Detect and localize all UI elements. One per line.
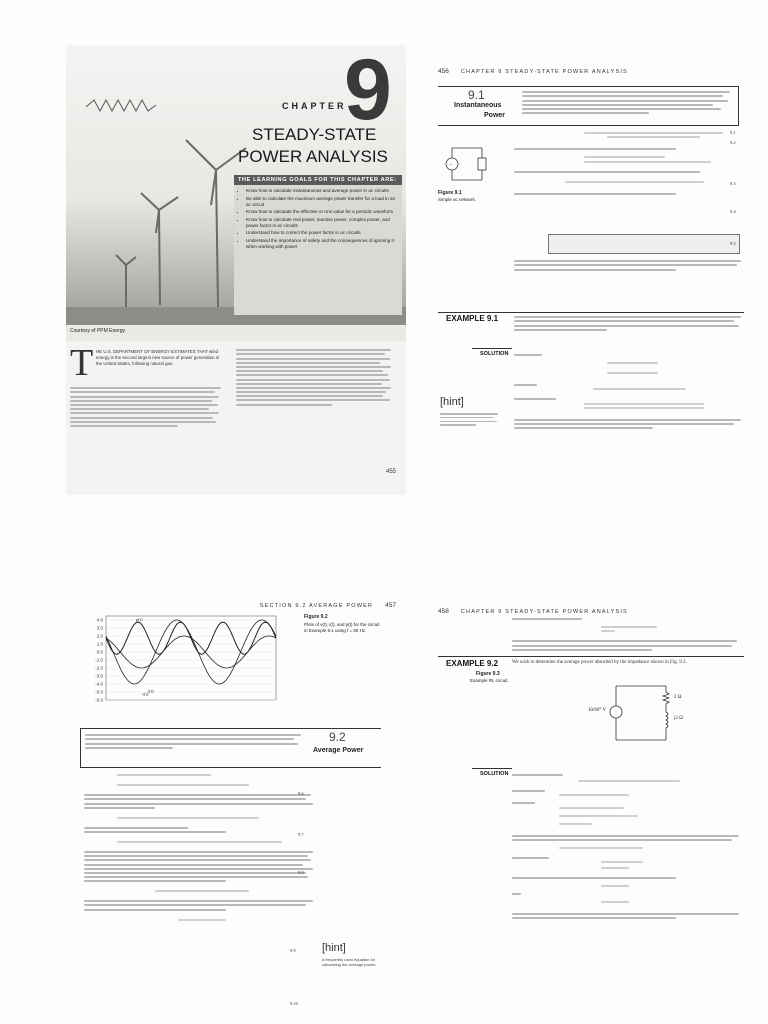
section-number: 9.2 — [329, 730, 346, 744]
page-455 — [66, 45, 406, 495]
section-intro-text — [522, 89, 734, 116]
equation-number: 9.9 — [290, 948, 296, 953]
running-head-page: 457 — [385, 602, 396, 609]
example-rule — [438, 312, 744, 313]
learning-goals-box — [234, 175, 402, 315]
circuit-figure-9-1 — [438, 140, 498, 190]
y-tick-label: 3.0 — [96, 625, 103, 631]
solution-text — [514, 352, 746, 431]
hint-text — [440, 411, 500, 428]
figure-caption: Example RL circuit. — [470, 678, 509, 683]
running-head-text: CHAPTER 9 STEADY-STATE POWER ANALYSIS — [460, 609, 628, 615]
solution-label: SOLUTION — [480, 771, 509, 777]
series-label: p(t) — [136, 616, 143, 622]
running-head-page: 458 — [438, 608, 449, 615]
example-label: EXAMPLE 9.1 — [446, 314, 499, 323]
intro-text-col-2 — [236, 347, 396, 408]
y-tick-label: -2.0 — [95, 665, 103, 671]
resistor-label: 2 Ω — [674, 695, 682, 700]
equation-number: 9.7 — [298, 832, 304, 837]
equation-number: 9.4 — [730, 209, 736, 214]
photo-credit: Courtesy of PPM Energy — [70, 328, 126, 334]
figure-caption: Plots of v(t), i(t), and p(t) for the circuit in Example 9.1 using f = 60 Hz. — [304, 622, 380, 633]
equation-number: 9.10 — [290, 1001, 298, 1006]
drop-cap: T — [70, 342, 94, 384]
learning-goal: • Know how to calculate the effective or rms value for a periodic waveform — [246, 209, 398, 215]
y-tick-label: 4.0 — [96, 617, 103, 623]
circuit-figure-9-3 — [588, 674, 688, 754]
page-457 — [66, 592, 406, 1012]
example-label: EXAMPLE 9.2 — [446, 659, 499, 668]
learning-goal: • Understand the importance of safety and the consequences of ignoring it when working with power — [246, 238, 398, 250]
body-text-block — [514, 130, 746, 197]
running-head — [438, 60, 628, 78]
intro-lead: HE U.S. DEPARTMENT OF ENERGY ESTIMATES THAT wind energy is the second largest new source of power generation in the United States, following natural gas. — [96, 349, 220, 366]
y-tick-label: 1.0 — [96, 641, 103, 647]
svg-text:~: ~ — [449, 163, 453, 168]
page-456 — [428, 56, 758, 496]
hint-label: [hint] — [322, 942, 346, 954]
chapter-label: CHAPTER — [282, 101, 347, 111]
figure-label: Figure 9.3 — [476, 671, 500, 677]
solution-rule — [472, 348, 512, 349]
section-9-1-box — [438, 86, 739, 126]
equation-9-5-box — [548, 234, 740, 254]
solution-text — [512, 772, 746, 921]
figure-label: Figure 9.2 — [304, 614, 328, 620]
y-tick-label: -6.0 — [95, 697, 103, 703]
page-number: 455 — [385, 469, 396, 475]
solution-rule — [472, 768, 512, 769]
equation-number: 9.1 — [730, 130, 736, 135]
body-text-block — [84, 772, 320, 923]
y-tick-label: -1.0 — [95, 657, 103, 663]
learning-goals-list — [234, 188, 402, 250]
equation-number: 9.6 — [298, 791, 304, 796]
learning-goal: • Know how to calculate instantaneous and average power in ac circuits — [246, 188, 398, 194]
y-tick-label: 2.0 — [96, 633, 103, 639]
learning-goal: • Be able to calculate the maximum average power transfer for a load in an ac circuit — [246, 196, 398, 208]
figure-caption: Simple ac network. — [438, 197, 477, 202]
equation-number: 9.5 — [730, 241, 736, 246]
section-number: 9.1 — [468, 88, 485, 102]
series-label: i(t) — [148, 688, 154, 694]
section-intro-text — [85, 732, 305, 751]
hint-label: [hint] — [440, 396, 464, 408]
running-head — [260, 594, 396, 612]
equation-number: 9.3 — [730, 181, 736, 186]
section-title-1: Instantaneous — [454, 102, 502, 109]
figure-label: Figure 9.1 — [438, 190, 462, 196]
body-text-after-9-5 — [514, 258, 746, 273]
page-458 — [428, 598, 758, 1018]
series-label: v(t) — [142, 691, 149, 697]
section-title: Average Power — [313, 747, 364, 754]
running-head-page: 456 — [438, 68, 449, 75]
figure-9-2-plot — [80, 612, 280, 708]
section-9-2-box — [80, 728, 381, 768]
chapter-number: 9 — [344, 45, 392, 138]
running-head-text: CHAPTER 9 STEADY-STATE POWER ANALYSIS — [460, 69, 628, 75]
hint-text: A frequently used equation for calculating the average power. — [322, 957, 377, 967]
equation-number: 9.2 — [730, 140, 736, 145]
running-head-text: SECTION 9.2 AVERAGE POWER — [259, 603, 374, 609]
intro-text-area — [66, 341, 406, 495]
learning-goals-header: THE LEARNING GOALS FOR THIS CHAPTER ARE: — [234, 175, 402, 185]
solution-label: SOLUTION — [480, 351, 509, 357]
inductor-label: j2 Ω — [674, 716, 683, 721]
example-intro: We wish to determine the average power absorbed by the impedance shown in Fig. 9.3. — [512, 660, 687, 665]
y-tick-label: 0.0 — [96, 649, 103, 655]
chapter-title-1: STEADY-STATE — [252, 125, 377, 144]
source-label: 10/60° V — [588, 708, 607, 713]
learning-goal: • Know how to calculate real power, reactive power, complex power, and power factor in ac circuits — [246, 217, 398, 229]
y-tick-label: -4.0 — [95, 681, 103, 687]
learning-goal: • Understand how to correct the power factor in ac circuits — [246, 230, 398, 236]
example-rule — [438, 656, 744, 657]
y-tick-label: -3.0 — [95, 673, 103, 679]
example-text — [514, 314, 746, 333]
continuation-text — [512, 616, 746, 653]
equation-number: 9.8 — [298, 870, 304, 875]
y-tick-label: -5.0 — [95, 689, 103, 695]
section-title-2: Power — [484, 112, 506, 119]
chapter-title-2: POWER ANALYSIS — [238, 147, 388, 166]
intro-text-col-1 — [70, 385, 224, 429]
